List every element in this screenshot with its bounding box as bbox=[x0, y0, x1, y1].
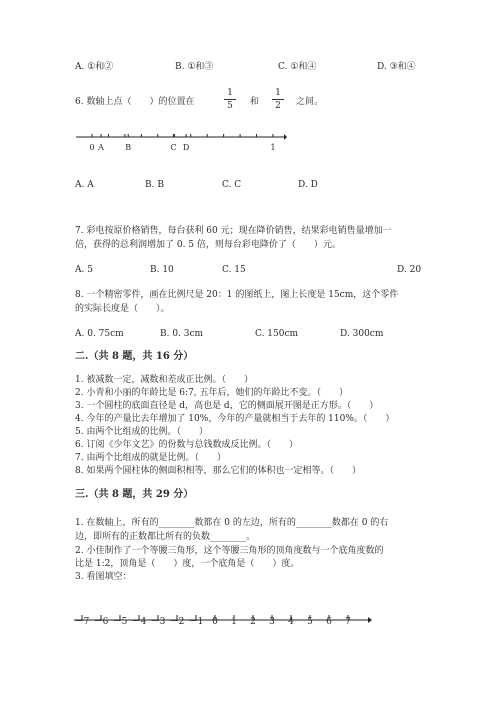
q6-frac2-num: 1 bbox=[275, 88, 281, 98]
q8-line-2: 的实际长度是（ ）。 bbox=[75, 304, 170, 314]
q7-option-b[interactable]: B. 10 bbox=[150, 265, 174, 275]
integer-label: －5 bbox=[112, 617, 128, 627]
q8-option-a[interactable]: A. 0. 75cm bbox=[75, 329, 124, 339]
q7-option-c[interactable]: C. 15 bbox=[222, 265, 246, 275]
q5-option-d[interactable]: D. ③和④ bbox=[377, 62, 416, 72]
s3-item-1-line-2: 边，即所有的正数都比所有的负数________。 bbox=[75, 532, 256, 542]
q6-fraction-2 bbox=[272, 88, 284, 111]
integer-label: －2 bbox=[169, 617, 185, 627]
s3-item-3: 3. 看图填空： bbox=[75, 572, 132, 582]
integer-label: 3 bbox=[269, 617, 275, 627]
q6-frac1-den: 5 bbox=[227, 101, 233, 111]
integer-label: 6 bbox=[326, 617, 332, 627]
s3-item-2-line-2: 比是 1:2，顶角是（ ）度，一个底角是（ ）度。 bbox=[75, 559, 300, 569]
integer-label: －4 bbox=[131, 617, 147, 627]
q8-option-d[interactable]: D. 300cm bbox=[340, 329, 384, 339]
q6-option-d[interactable]: D. D bbox=[298, 180, 318, 190]
section-3-title: 三.（共 8 题，共 29 分） bbox=[75, 489, 194, 500]
q5-option-b[interactable]: B. ①和③ bbox=[175, 62, 214, 72]
integer-number-line bbox=[72, 608, 372, 632]
section-2-title: 二.（共 8 题，共 16 分） bbox=[75, 351, 194, 362]
s2-item-4: 4. 今年的产量比去年增加了 10%，今年的产量就相当于去年的 110%。（ ） bbox=[75, 414, 395, 424]
q8-option-b[interactable]: B. 0. 3cm bbox=[160, 329, 204, 339]
s2-item-3: 3. 一个圆柱的底面直径是 d，高也是 d，它的侧面展开图是正方形。（ ） bbox=[75, 401, 379, 411]
q6-option-a[interactable]: A. A bbox=[75, 180, 94, 190]
q6-point-label: B bbox=[125, 143, 132, 152]
q7-line-1: 7. 彩电按原价格销售，每台获利 60 元；现在降价销售，结果彩电销售量增加一 bbox=[75, 226, 392, 236]
integer-label: 2 bbox=[250, 617, 256, 627]
s2-item-7: 7. 由两个比组成的就是比例。（ ） bbox=[75, 453, 226, 463]
q6-fraction-1 bbox=[224, 88, 236, 111]
s2-item-2: 2. 小青和小丽的年龄比是 6:7, 五年后，她们的年龄比不变。（ ） bbox=[75, 388, 349, 398]
q6-and: 和 bbox=[250, 97, 260, 107]
integer-label: －3 bbox=[150, 617, 166, 627]
q5-option-a[interactable]: A. ①和② bbox=[75, 62, 114, 72]
integer-label: 5 bbox=[307, 617, 313, 627]
s3-item-1-line-1: 1. 在数轴上，所有的________数都在 0 的左边，所有的________数都在 0 的右 bbox=[75, 518, 389, 528]
s2-item-5: 5. 由两个比组成的比例。（ ） bbox=[75, 427, 208, 437]
q6-prefix: 6. 数轴上点（ ）的位置在 bbox=[75, 97, 195, 107]
q6-point-label: A bbox=[98, 143, 104, 152]
q5-option-c[interactable]: C. ①和④ bbox=[278, 62, 317, 72]
s2-item-1: 1. 被减数一定，减数和差成正比例。（ ） bbox=[75, 375, 253, 385]
q6-point-label: 0 bbox=[89, 143, 95, 152]
q6-point-label: D bbox=[182, 143, 190, 152]
s3-item-2-line-1: 2. 小佳制作了一个等腰三角形，这个等腰三角形的顶角度数与一个底角度数的 bbox=[75, 546, 384, 556]
integer-label: －6 bbox=[93, 617, 109, 627]
q6-number-line bbox=[72, 125, 287, 157]
integer-label: 4 bbox=[288, 617, 294, 627]
q6-point-label: 1 bbox=[270, 143, 276, 152]
q6-option-c[interactable]: C. C bbox=[222, 180, 242, 190]
q7-option-a[interactable]: A. 5 bbox=[75, 265, 93, 275]
q6-frac2-den: 2 bbox=[275, 101, 281, 111]
integer-label: 1 bbox=[231, 617, 237, 627]
q6-suffix: 之间。 bbox=[296, 97, 324, 107]
q7-option-d[interactable]: D. 20 bbox=[397, 265, 422, 275]
integer-label: 0 bbox=[212, 617, 218, 627]
q8-line-1: 8. 一个精密零件，画在比例尺是 20：1 的图纸上，图上长度是 15cm，这个零件 bbox=[75, 290, 399, 300]
q8-option-c[interactable]: C. 150cm bbox=[255, 329, 299, 339]
s2-item-6: 6. 订阅《少年文艺》的份数与总钱数成反比例。（ ） bbox=[75, 440, 298, 450]
q7-line-2: 倍，获得的总利润增加了 0. 5 倍，则每台彩电降价了（ ）元。 bbox=[75, 240, 341, 250]
s2-item-8: 8. 如果两个圆柱体的侧面积相等，那么它们的体积也一定相等。（ ） bbox=[75, 466, 361, 476]
integer-label: －7 bbox=[74, 617, 90, 627]
integer-label: －1 bbox=[188, 617, 204, 627]
q6-option-b[interactable]: B. B bbox=[145, 180, 164, 190]
integer-label: 7 bbox=[345, 617, 351, 627]
q6-point-label: C bbox=[170, 143, 177, 152]
q6-frac1-num: 1 bbox=[227, 88, 233, 98]
